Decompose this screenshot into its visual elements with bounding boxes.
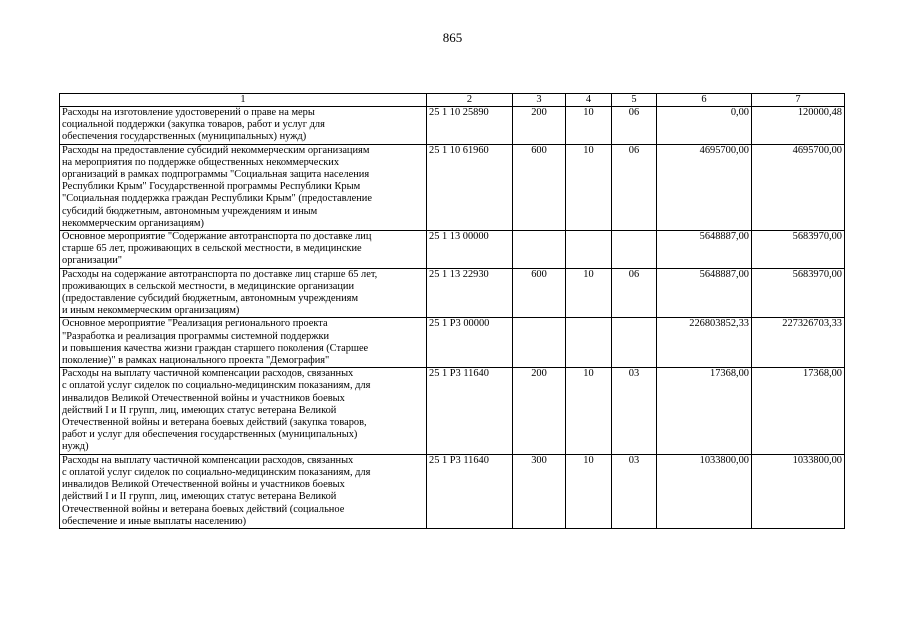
row-amount-2: 5683970,00 [752,268,845,318]
row-code: 25 1 P3 00000 [427,318,513,368]
column-header-amount-1: 6 [657,94,752,107]
row-code: 25 1 13 00000 [427,231,513,269]
column-header-expense-type: 3 [513,94,566,107]
row-subsection: 03 [612,368,657,454]
row-expense-type: 200 [513,368,566,454]
row-expense-type: 200 [513,107,566,145]
row-subsection: 03 [612,454,657,528]
row-section: 10 [566,144,612,230]
table-row [60,107,845,145]
row-code: 25 1 P3 11640 [427,368,513,454]
row-subsection [612,318,657,368]
row-name: Расходы на предоставление субсидий некоммерческим организациям на мероприятия по поддержке общественных некоммерческих организаций в рамках подпрограммы "Социальная защита населения Республики Крым" Государственной программы Республики Крым "Социальная поддержка граждан Республики Крым" (предоставление субсидий бюджетным, автономным учреждениям и иным некоммерческим организациям) [60,144,427,230]
row-code: 25 1 P3 11640 [427,454,513,528]
column-header-section: 4 [566,94,612,107]
row-subsection: 06 [612,107,657,145]
row-amount-1: 5648887,00 [657,268,752,318]
row-section [566,231,612,269]
row-amount-1: 1033800,00 [657,454,752,528]
column-header-amount-2: 7 [752,94,845,107]
row-expense-type: 600 [513,144,566,230]
row-expense-type [513,231,566,269]
row-amount-1: 17368,00 [657,368,752,454]
row-subsection: 06 [612,144,657,230]
row-name: Расходы на изготовление удостоверений о праве на меры социальной поддержки (закупка товаров, работ и услуг для обеспечения государственных (муниципальных) нужд) [60,107,427,145]
table-row [60,368,845,454]
row-amount-2: 1033800,00 [752,454,845,528]
row-section: 10 [566,368,612,454]
row-section: 10 [566,268,612,318]
row-subsection [612,231,657,269]
row-section: 10 [566,454,612,528]
row-amount-2: 227326703,33 [752,318,845,368]
budget-table [59,93,845,529]
row-section: 10 [566,107,612,145]
row-name: Основное мероприятие "Реализация регионального проекта "Разработка и реализация программы системной поддержки и повышения качества жизни граждан старшего поколения (Старшее поколение)" в рамках национального проекта "Демография" [60,318,427,368]
table-row [60,454,845,528]
row-name: Расходы на выплату частичной компенсации расходов, связанных с оплатой услуг сиделок по социально-медицинским показаниям, для инвалидов Великой Отечественной войны и участников боевых действий I и II групп, лиц, имеющих статус ветерана Великой Отечественной войны и ветерана боевых действий (социальное обеспечение и иные выплаты населению) [60,454,427,528]
row-name: Расходы на выплату частичной компенсации расходов, связанных с оплатой услуг сиделок по социально-медицинским показаниям, для инвалидов Великой Отечественной войны и участников боевых действий I и II групп, лиц, имеющих статус ветерана Великой Отечественной войны и ветерана боевых действий (закупка товаров, работ и услуг для обеспечения государственных (муниципальных) нужд) [60,368,427,454]
row-name: Расходы на содержание автотранспорта по доставке лиц старше 65 лет, проживающих в сельской местности, в медицинские организации (предоставление субсидий бюджетным, автономным учреждениям и иным некоммерческим организациям) [60,268,427,318]
row-amount-2: 5683970,00 [752,231,845,269]
row-amount-2: 4695700,00 [752,144,845,230]
row-expense-type: 300 [513,454,566,528]
row-amount-1: 5648887,00 [657,231,752,269]
row-section [566,318,612,368]
column-header-name: 1 [60,94,427,107]
row-code: 25 1 10 25890 [427,107,513,145]
row-subsection: 06 [612,268,657,318]
row-amount-1: 4695700,00 [657,144,752,230]
table-row [60,231,845,269]
page-number: 865 [442,30,463,45]
row-code: 25 1 13 22930 [427,268,513,318]
row-amount-2: 17368,00 [752,368,845,454]
row-amount-1: 0,00 [657,107,752,145]
table-row [60,144,845,230]
row-expense-type: 600 [513,268,566,318]
table-row [60,318,845,368]
row-code: 25 1 10 61960 [427,144,513,230]
row-amount-1: 226803852,33 [657,318,752,368]
row-expense-type [513,318,566,368]
column-header-code: 2 [427,94,513,107]
row-name: Основное мероприятие "Содержание автотранспорта по доставке лиц старше 65 лет, проживающих в сельской местности, в медицинские организации" [60,231,427,269]
table-row [60,268,845,318]
header-row [60,94,845,107]
column-header-subsection: 5 [612,94,657,107]
row-amount-2: 120000,48 [752,107,845,145]
